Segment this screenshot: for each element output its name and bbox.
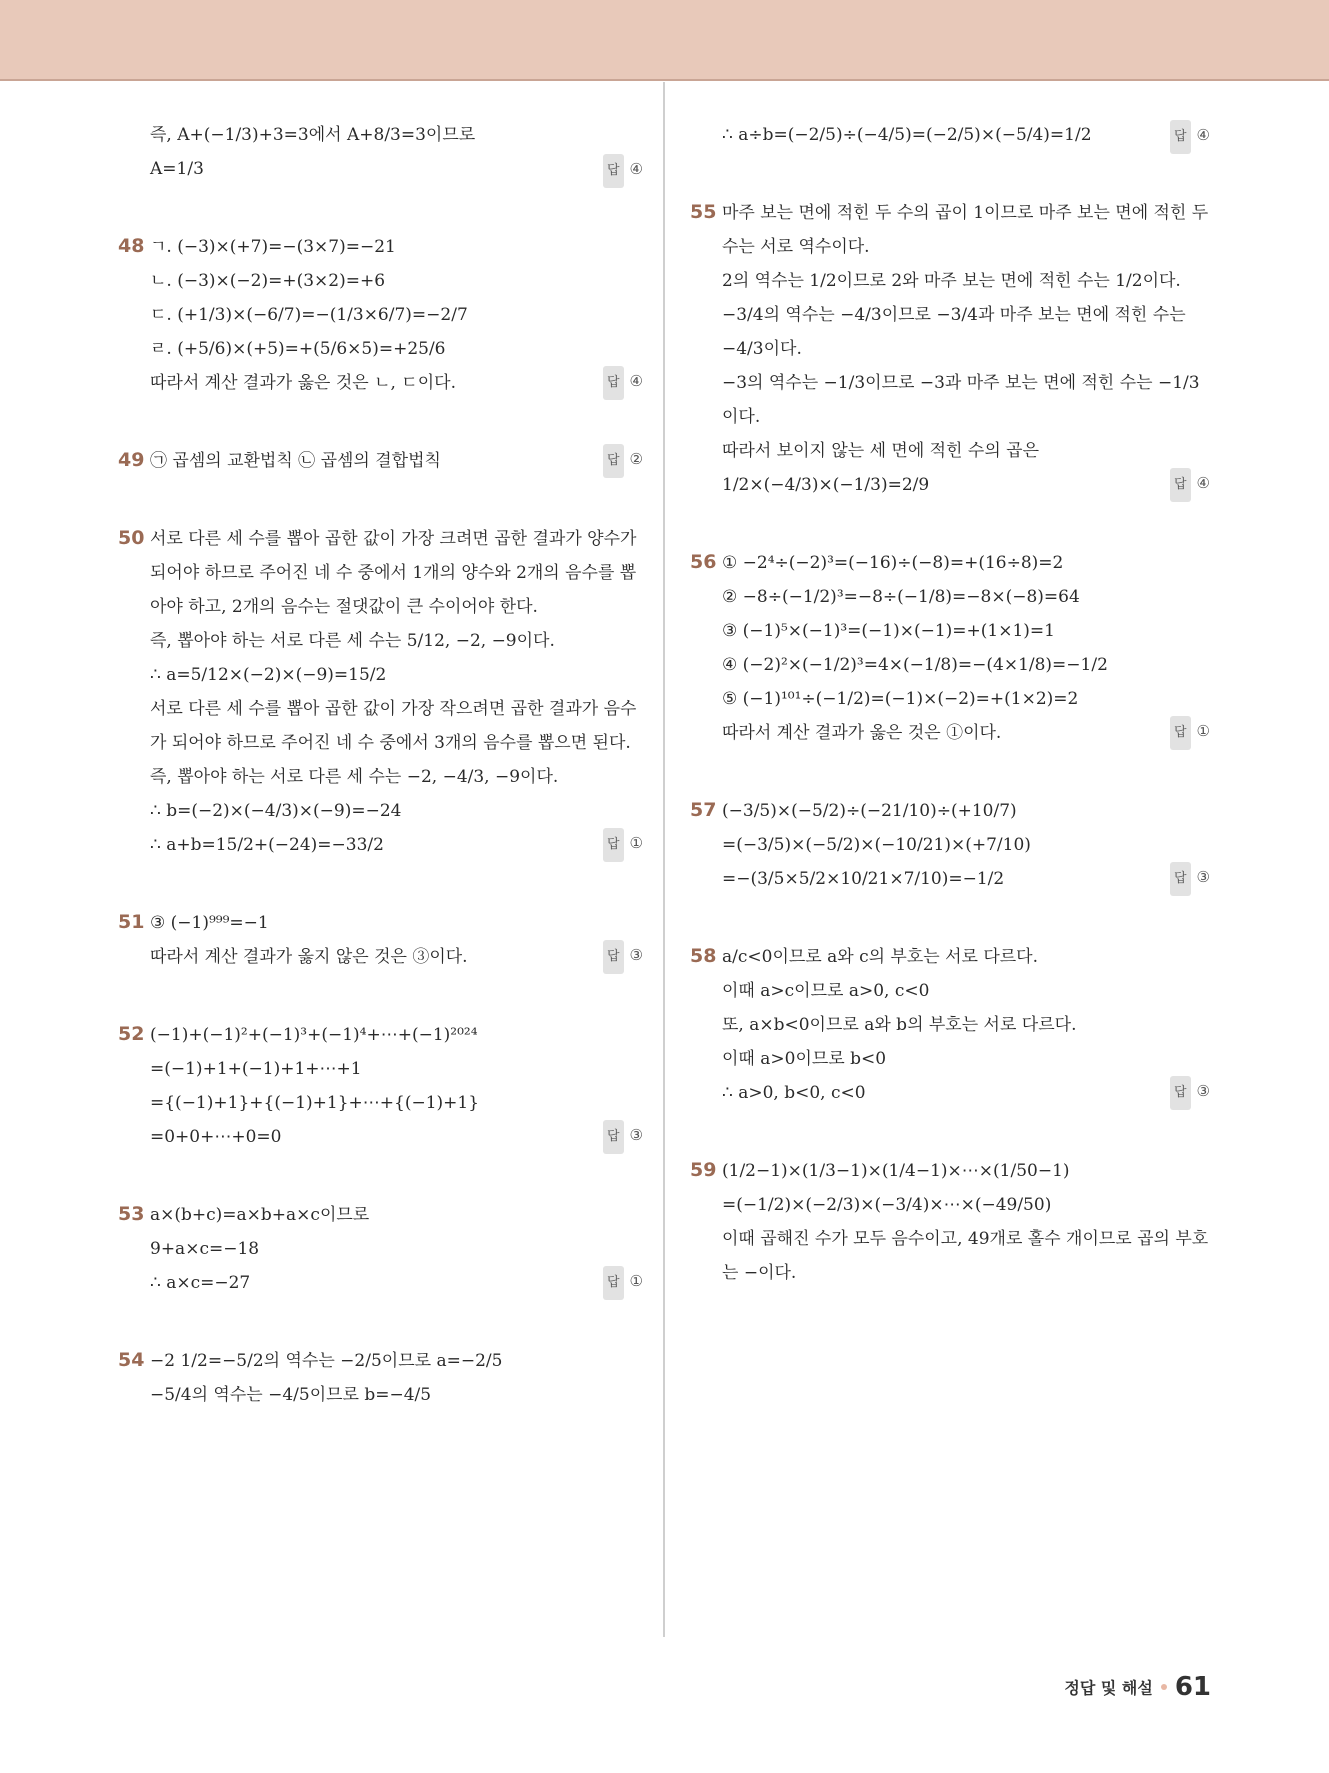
solution-line-text: 서로 다른 세 수를 뽑아 곱한 값이 가장 크려면 곱한 결과가 양수가 되어야 하므로 주어진 네 수 중에서 1개의 양수와 2개의 음수를 뽑아야 하고, 2개의 음수는 절댓값이 큰 수이어야 한다. (150, 529, 637, 617)
solution-line (150, 760, 643, 794)
answer-mark (1170, 1074, 1210, 1110)
solution-line-text: 9+a×c=−18 (150, 1239, 260, 1259)
solution-line-text: =0+0+⋯+0=0 (150, 1127, 282, 1147)
problem-number: 55 (690, 201, 717, 223)
solution-line (150, 1232, 643, 1266)
answer-badge: 답 (603, 444, 624, 478)
solution-line (150, 692, 643, 760)
solution-line-text: (1/2−1)×(1/3−1)×(1/4−1)×⋯×(1/50−1) (722, 1161, 1070, 1181)
solution-line (150, 906, 643, 940)
problem-number: 52 (118, 1023, 145, 1045)
solution-line-text: ∴ a×c=−27 (150, 1273, 251, 1293)
answer-mark (603, 364, 643, 400)
solution-line (722, 940, 1210, 974)
problem-55 (690, 196, 1210, 502)
problem-58 (690, 940, 1210, 1110)
solution-line-text: 2의 역수는 1/2이므로 2와 마주 보는 면에 적힌 수는 1/2이다. (722, 271, 1181, 291)
answer-mark (603, 826, 643, 862)
solution-line (722, 468, 1210, 502)
problem-56 (690, 546, 1210, 750)
answer-badge: 답 (603, 1120, 624, 1154)
solution-line (722, 1076, 1210, 1110)
solution-line-text: 따라서 계산 결과가 옳은 것은 ①이다. (722, 723, 1002, 743)
answer-badge: 답 (603, 828, 624, 862)
answer-mark (1170, 118, 1210, 154)
continued-solution (690, 118, 1210, 152)
solution-line (722, 298, 1210, 366)
answer-badge: 답 (603, 1266, 624, 1300)
solution-line-text: =(−1)+1+(−1)+1+⋯+1 (150, 1059, 362, 1079)
solution-line (722, 1042, 1210, 1076)
footer-dot (1161, 1684, 1167, 1690)
solution-line-text: ㄹ. (+5/6)×(+5)=+(5/6×5)=+25/6 (150, 339, 446, 359)
answer-badge: 답 (1170, 468, 1191, 502)
answer-badge: 답 (603, 154, 624, 188)
solution-line-text: =(−3/5)×(−5/2)×(−10/21)×(+7/10) (722, 835, 1031, 855)
solution-line (150, 332, 643, 366)
solution-line (150, 118, 643, 152)
problem-48 (118, 230, 643, 400)
answer-badge: 답 (1170, 716, 1191, 750)
solution-line (150, 298, 643, 332)
answer-badge: 답 (603, 940, 624, 974)
solution-line (722, 974, 1210, 1008)
solution-line-text: 따라서 보이지 않는 세 면에 적힌 수의 곱은 (722, 441, 1040, 461)
solution-line-text: ∴ a=5/12×(−2)×(−9)=15/2 (150, 665, 387, 685)
solution-line (722, 682, 1210, 716)
solution-line (722, 1154, 1210, 1188)
answer-mark (603, 1118, 643, 1154)
solution-line (150, 1266, 643, 1300)
solution-line (150, 152, 643, 186)
answer-badge: 답 (1170, 1076, 1191, 1110)
solution-line-text: a×(b+c)=a×b+a×c이므로 (150, 1205, 370, 1225)
answer-value: ④ (629, 372, 643, 390)
solution-line (722, 580, 1210, 614)
solution-line (722, 434, 1210, 468)
problem-59 (690, 1154, 1210, 1290)
solution-line-text: ={(−1)+1}+{(−1)+1}+⋯+{(−1)+1} (150, 1093, 480, 1113)
solution-line (722, 862, 1210, 896)
solution-line-text: 1/2×(−4/3)×(−1/3)=2/9 (722, 475, 930, 495)
solution-line (722, 546, 1210, 580)
solution-line-text: 따라서 계산 결과가 옳은 것은 ㄴ, ㄷ이다. (150, 373, 456, 393)
solution-line (150, 264, 643, 298)
solution-line (722, 828, 1210, 862)
solution-line-text: a/c<0이므로 a와 c의 부호는 서로 다르다. (722, 947, 1039, 967)
solution-line (150, 794, 643, 828)
problem-49 (118, 444, 643, 478)
answer-mark (603, 442, 643, 478)
answer-value: ③ (629, 1126, 643, 1144)
answer-mark (1170, 714, 1210, 750)
problem-number: 57 (690, 799, 717, 821)
solution-line-text: ㄷ. (+1/3)×(−6/7)=−(1/3×6/7)=−2/7 (150, 305, 468, 325)
solution-line-text: ⑤ (−1)¹⁰¹÷(−1/2)=(−1)×(−2)=+(1×2)=2 (722, 689, 1079, 709)
answer-mark (603, 152, 643, 188)
answer-value: ④ (629, 160, 643, 178)
solution-line (722, 716, 1210, 750)
solution-line-text: ② −8÷(−1/2)³=−8÷(−1/8)=−8×(−8)=64 (722, 587, 1080, 607)
solution-line (150, 230, 643, 264)
solution-line (722, 1008, 1210, 1042)
answer-value: ② (629, 450, 643, 468)
problem-number: 58 (690, 945, 717, 967)
solution-line-text: ㉠ 곱셈의 교환법칙 ㉡ 곱셈의 결합법칙 (150, 451, 441, 471)
solution-line (722, 264, 1210, 298)
solution-line (722, 1188, 1210, 1222)
solution-line (150, 1018, 643, 1052)
solution-line (150, 366, 643, 400)
solution-line-text: −2 1/2=−5/2의 역수는 −2/5이므로 a=−2/5 (150, 1351, 503, 1371)
solution-line (722, 118, 1210, 152)
solution-line-text: 즉, A+(−1/3)+3=3에서 A+8/3=3이므로 (150, 125, 476, 145)
page-number: 61 (1174, 1672, 1211, 1702)
solution-line-text: ④ (−2)²×(−1/2)³=4×(−1/8)=−(4×1/8)=−1/2 (722, 655, 1108, 675)
solution-line (722, 366, 1210, 434)
solution-line-text: (−1)+(−1)²+(−1)³+(−1)⁴+⋯+(−1)²⁰²⁴ (150, 1025, 478, 1045)
problem-number: 50 (118, 527, 145, 549)
solution-line-text: ③ (−1)⁵×(−1)³=(−1)×(−1)=+(1×1)=1 (722, 621, 1055, 641)
solution-line-text: ∴ a>0, b<0, c<0 (722, 1083, 866, 1103)
solution-line-text: ① −2⁴÷(−2)³=(−16)÷(−8)=+(16÷8)=2 (722, 553, 1064, 573)
solution-line (150, 1086, 643, 1120)
answer-badge: 답 (1170, 862, 1191, 896)
problem-50 (118, 522, 643, 862)
solution-line-text: 이때 a>c이므로 a>0, c<0 (722, 981, 930, 1001)
solution-line (722, 614, 1210, 648)
solution-line (722, 648, 1210, 682)
problem-52 (118, 1018, 643, 1154)
header-edge (0, 79, 1329, 81)
solution-line (150, 1120, 643, 1154)
footer-label: 정답 및 해설 (1064, 1678, 1153, 1698)
solution-line-text: 즉, 뽑아야 하는 서로 다른 세 수는 −2, −4/3, −9이다. (150, 767, 559, 787)
answer-value: ③ (1196, 1082, 1210, 1100)
answer-mark (603, 1264, 643, 1300)
solution-line-text: 또, a×b<0이므로 a와 b의 부호는 서로 다르다. (722, 1015, 1077, 1035)
solution-line (150, 522, 643, 624)
solution-line-text: ③ (−1)⁹⁹⁹=−1 (150, 913, 269, 933)
answer-badge: 답 (1170, 120, 1191, 154)
solution-line (150, 1378, 643, 1412)
answer-value: ① (629, 834, 643, 852)
page-footer (1064, 1672, 1211, 1702)
solution-line-text: 따라서 계산 결과가 옳지 않은 것은 ③이다. (150, 947, 468, 967)
solution-line-text: ㄴ. (−3)×(−2)=+(3×2)=+6 (150, 271, 386, 291)
answer-value: ④ (1196, 126, 1210, 144)
solution-line (150, 1198, 643, 1232)
solution-line (722, 794, 1210, 828)
problem-number: 56 (690, 551, 717, 573)
solution-line-text: ∴ b=(−2)×(−4/3)×(−9)=−24 (150, 801, 402, 821)
solution-line-text: ∴ a÷b=(−2/5)÷(−4/5)=(−2/5)×(−5/4)=1/2 (722, 125, 1092, 145)
problem-54 (118, 1344, 643, 1412)
solution-line (150, 1344, 643, 1378)
problem-number: 59 (690, 1159, 717, 1181)
right-column (690, 118, 1210, 1334)
problem-number: 49 (118, 449, 145, 471)
answer-mark (1170, 466, 1210, 502)
solution-line-text: 즉, 뽑아야 하는 서로 다른 세 수는 5/12, −2, −9이다. (150, 631, 555, 651)
problem-number: 51 (118, 911, 145, 933)
solution-line (722, 196, 1210, 264)
solution-line (150, 658, 643, 692)
left-column (118, 118, 643, 1456)
solution-line-text: =(−1/2)×(−2/3)×(−3/4)×⋯×(−49/50) (722, 1195, 1052, 1215)
answer-mark (1170, 860, 1210, 896)
solution-line-text: −3/4의 역수는 −4/3이므로 −3/4과 마주 보는 면에 적힌 수는 −4/3이다. (722, 305, 1186, 359)
solution-line-text: 마주 보는 면에 적힌 두 수의 곱이 1이므로 마주 보는 면에 적힌 두 수는 서로 역수이다. (722, 203, 1209, 257)
solution-line-text: A=1/3 (150, 159, 204, 179)
answer-mark (603, 938, 643, 974)
problem-57 (690, 794, 1210, 896)
solution-line (150, 940, 643, 974)
solution-line-text: −3의 역수는 −1/3이므로 −3과 마주 보는 면에 적힌 수는 −1/3이다. (722, 373, 1200, 427)
problem-51 (118, 906, 643, 974)
solution-line-text: =−(3/5×5/2×10/21×7/10)=−1/2 (722, 869, 1005, 889)
solution-line-text: 서로 다른 세 수를 뽑아 곱한 값이 가장 작으려면 곱한 결과가 음수가 되어야 하므로 주어진 네 수 중에서 3개의 음수를 뽑으면 된다. (150, 699, 637, 753)
solution-line-text: ㄱ. (−3)×(+7)=−(3×7)=−21 (150, 237, 396, 257)
solution-line (150, 828, 643, 862)
problem-number: 53 (118, 1203, 145, 1225)
answer-value: ① (629, 1272, 643, 1290)
header-band (0, 0, 1329, 80)
problem-53 (118, 1198, 643, 1300)
solution-line-text: 이때 a>0이므로 b<0 (722, 1049, 887, 1069)
problem-number: 54 (118, 1349, 145, 1371)
solution-line-text: 이때 곱해진 수가 모두 음수이고, 49개로 홀수 개이므로 곱의 부호는 −이다. (722, 1229, 1209, 1283)
problem-number: 48 (118, 235, 145, 257)
answer-value: ① (1196, 722, 1210, 740)
solution-line (150, 444, 643, 478)
solution-line-text: −5/4의 역수는 −4/5이므로 b=−4/5 (150, 1385, 432, 1405)
solution-line (150, 1052, 643, 1086)
answer-value: ③ (629, 946, 643, 964)
answer-value: ④ (1196, 474, 1210, 492)
solution-line-text: ∴ a+b=15/2+(−24)=−33/2 (150, 835, 384, 855)
answer-value: ③ (1196, 868, 1210, 886)
solution-line (722, 1222, 1210, 1290)
solution-line-text: (−3/5)×(−5/2)÷(−21/10)÷(+10/7) (722, 801, 1017, 821)
solution-line (150, 624, 643, 658)
column-divider (663, 82, 665, 1637)
answer-badge: 답 (603, 366, 624, 400)
continued-solution (118, 118, 643, 186)
